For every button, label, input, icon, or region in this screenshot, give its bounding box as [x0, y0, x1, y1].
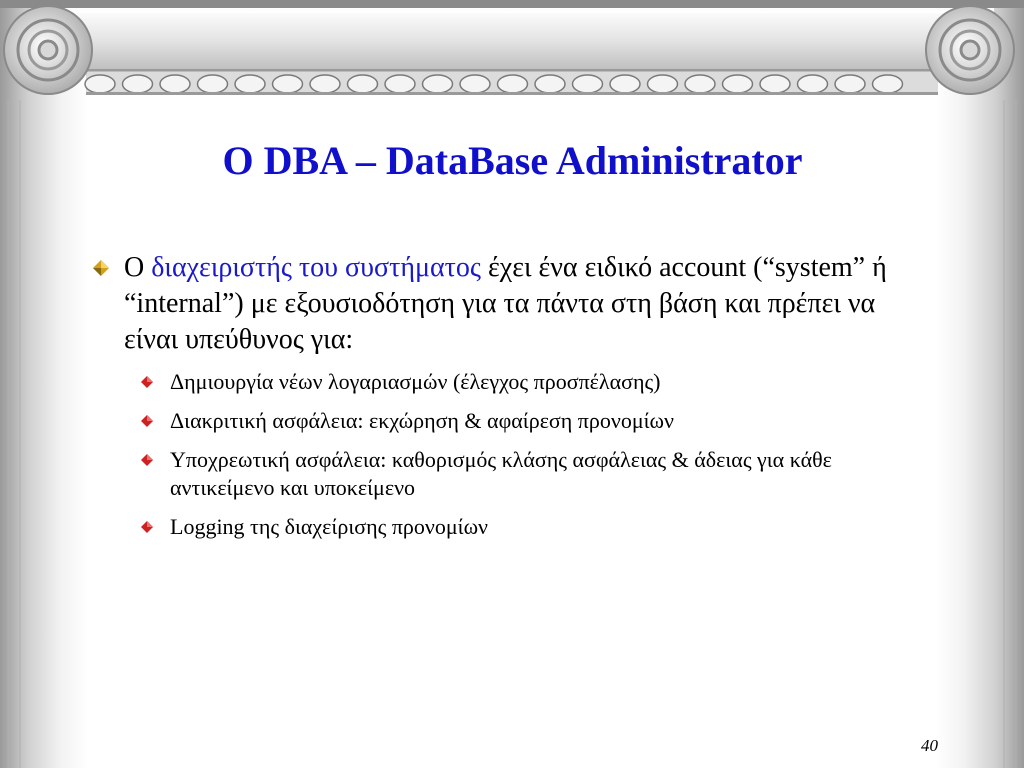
page-number: 40	[921, 736, 938, 755]
sub-bullet-text: Διακριτική ασφάλεια: εκχώρηση & αφαίρεση προνομίων	[170, 408, 674, 433]
sub-bullet-text: Υποχρεωτική ασφάλεια: καθορισμός κλάσης ασφάλειας & άδειας για κάθε αντικείμενο και υποκείμενο	[170, 447, 832, 500]
slide-content	[90, 250, 930, 552]
main-bullet-suffix: έχει ένα ειδικό account (“system” ή “internal”) με εξουσιοδότηση για τα πάντα στη βάση και πρέπει να είναι υπεύθυνος για:	[124, 252, 887, 355]
red-diamond-bullet-icon	[140, 453, 154, 467]
sub-bullet-text: Logging της διαχείρισης προνομίων	[170, 514, 488, 539]
main-bullet-highlight: διαχειριστής του συστήματος	[151, 252, 482, 283]
main-bullet	[90, 250, 930, 358]
red-diamond-bullet-icon	[140, 414, 154, 428]
slide-title: Ο DBA – DataBase Administrator	[222, 138, 803, 183]
main-bullet-prefix: Ο	[124, 252, 152, 283]
diamond-bullet-icon	[92, 259, 110, 277]
sub-bullet	[140, 368, 930, 396]
red-diamond-bullet-icon	[140, 520, 154, 534]
sub-bullet-list	[90, 368, 930, 541]
sub-bullet	[140, 513, 930, 541]
sub-bullet-text: Δημιουργία νέων λογαριασμών (έλεγχος προσπέλασης)	[170, 369, 661, 394]
red-diamond-bullet-icon	[140, 375, 154, 389]
sub-bullet	[140, 446, 930, 502]
sub-bullet	[140, 407, 930, 435]
